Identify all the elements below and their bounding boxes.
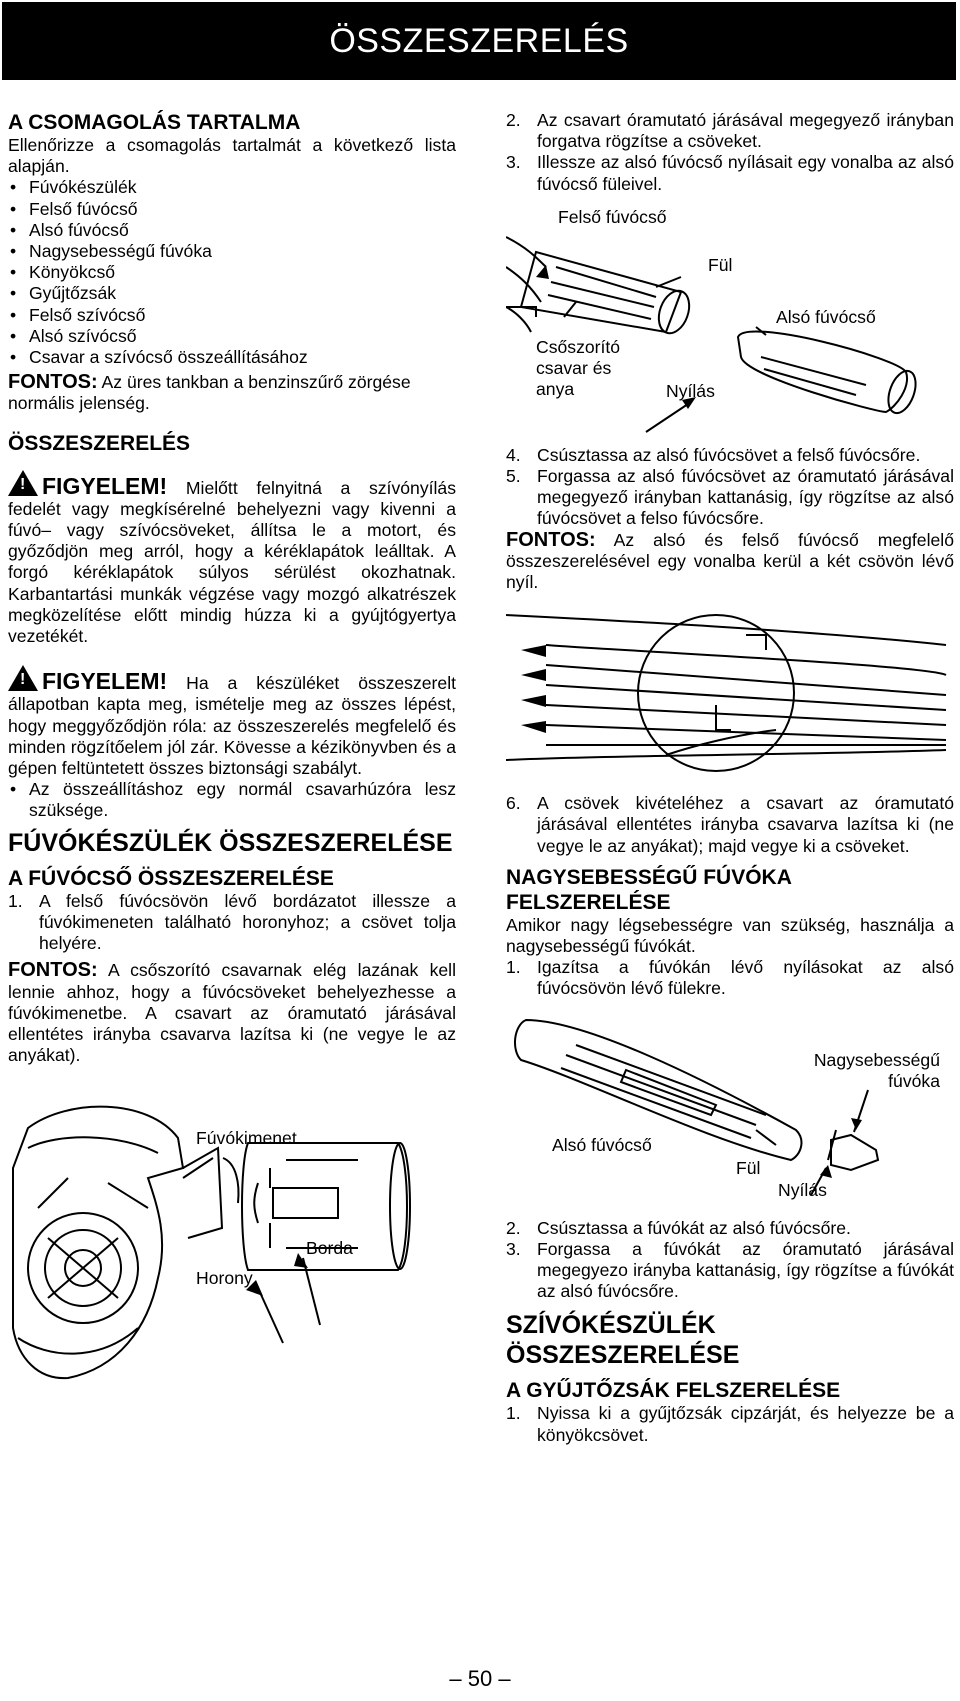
step-text: Illessze az alsó fúvócső nyílásait egy vonalba az alsó fúvócső füleivel. xyxy=(537,152,954,194)
vacuum-assembly-heading: SZÍVÓKÉSZÜLÉK ÖSSZESZERELÉSE xyxy=(506,1311,740,1370)
package-intro: Ellenőrizze a csomagolás tartalmát a következő lista alapján. xyxy=(8,135,456,177)
left-column xyxy=(8,110,456,1388)
warning-text: Ha a készüléket összeszerelt állapotban kapta meg, ismételje meg az összes lépést, hogy meggyőződjön róla: az összeszerelés megfelelő és minden rögzítőelem jól zár. Kövesse a kézikönyvben és a gépen feltüntetett összes biztonsági szabályt. xyxy=(8,673,456,779)
list-item: • Felső szívócső xyxy=(8,305,456,326)
step-number: 1. xyxy=(506,1403,521,1424)
bag-step-1 xyxy=(506,1403,954,1445)
figure-arrow-alignment xyxy=(506,605,954,781)
step-5 xyxy=(506,466,954,530)
page-number: – 50 – xyxy=(449,1666,511,1691)
step-text: Forgassa az alsó fúvócsövet az óramutató járásával megegyező irányban kattanásig, így rögzítse az alsó fúvócsövet a felso fúvócsőre. xyxy=(537,466,954,529)
blower-assembly-heading: FÚVÓKÉSZÜLÉK ÖSSZESZERELÉSE xyxy=(8,828,453,857)
list-item: • Csavar a szívócső összeállításához xyxy=(8,347,456,368)
step-1 xyxy=(8,891,456,955)
warning-2 xyxy=(8,665,456,779)
step-text: Csúsztassa az alsó fúvócsövet a felső fúvócsőre. xyxy=(537,444,921,465)
figure-blower-outlet xyxy=(8,1088,456,1388)
assembly-heading: ÖSSZESZERELÉS xyxy=(8,431,191,455)
step-text: Forgassa a fúvókát az óramutató járásával megegyezo irányba kattanásig, így rögzítse a fúvókát az alsó fúvócsőre. xyxy=(537,1238,954,1302)
tab-label: Fül xyxy=(736,1157,761,1178)
upper-tube-label: Felső fúvócső xyxy=(558,206,667,227)
step-number: 3. xyxy=(506,1238,521,1259)
list-item: • Alsó fúvócső xyxy=(8,220,456,241)
clamp-label: Csőszorító csavar és anya xyxy=(536,336,621,399)
warning-1 xyxy=(8,470,456,648)
list-item: • Felső fúvócső xyxy=(8,199,456,220)
fontos-label: FONTOS: xyxy=(506,528,596,551)
step-number: 5. xyxy=(506,466,521,487)
nozzle-step-1 xyxy=(506,957,954,999)
list-item: • Az összeállításhoz egy normál csavarhúzóra lesz szüksége. xyxy=(8,779,456,821)
list-item: • Nagysebességű fúvóka xyxy=(8,241,456,262)
list-item: • Könyökcső xyxy=(8,262,456,283)
arrow-alignment-illustration xyxy=(506,605,954,781)
fontos-note-3 xyxy=(506,530,954,594)
step-number: 3. xyxy=(506,152,521,173)
warning-icon: ! xyxy=(8,665,38,691)
nozzle-label: Nagysebességű fúvóka xyxy=(813,1049,940,1091)
step-number: 6. xyxy=(506,793,521,814)
step-text: A csövek kivételéhez a csavart az óramutató járásával ellentétes irányba csavarva lazítsa ki (ne vegye le az anyákat); majd vegye ki a csöveket. xyxy=(537,793,954,856)
nozzle-step-2 xyxy=(506,1218,954,1239)
package-contents-heading: A CSOMAGOLÁS TARTALMA xyxy=(8,111,301,134)
step-number: 2. xyxy=(506,1217,521,1238)
step-text: Nyissa ki a gyűjtőzsák cipzárját, és helyezze be a könyökcsövet. xyxy=(537,1403,954,1445)
step-number: 4. xyxy=(506,444,521,465)
fontos-text: Az alsó és felső fúvócső megfelelő összeszerelésével egy vonalba kerül a két csövön lévő nyíl. xyxy=(506,529,954,593)
outlet-label: Fúvókimenet xyxy=(196,1128,297,1149)
nozzle-illustration xyxy=(506,1010,954,1212)
lower-tube-label: Alsó fúvócső xyxy=(776,306,876,327)
tube-assembly-heading: A FÚVÓCSŐ ÖSSZESZERELÉSE xyxy=(8,866,334,890)
list-item: • Gyűjtőzsák xyxy=(8,283,456,304)
nozzle-step-3 xyxy=(506,1239,954,1303)
warning-icon: ! xyxy=(8,470,38,496)
groove-label: Horony xyxy=(196,1268,253,1289)
step-text: Igazítsa a fúvókán lévő nyílásokat az alsó fúvócsövön lévő fülekre. xyxy=(537,957,954,999)
step-6 xyxy=(506,793,954,857)
right-column xyxy=(506,110,954,1446)
fontos-text: A csőszorító csavarnak elég lazának kell lennie ahhoz, hogy a fúvócsöveket behelyezhesse a fúvókimenetbe. A csavart az óramutató járásával ellentétes irányba csavarva lazítsa ki (ne vegye le az anyákat). xyxy=(8,960,456,1066)
fontos-text: Az üres tankban a benzinszűrő zörgése normális jelenség. xyxy=(8,372,411,414)
fontos-note-1 xyxy=(8,372,456,414)
list-item: • Fúvókészülék xyxy=(8,177,456,198)
nozzle-intro: Amikor nagy légsebességre van szükség, használja a nagysebességű fúvókát. xyxy=(506,914,954,957)
page-title-banner xyxy=(2,2,956,80)
slot-label: Nyílás xyxy=(778,1179,827,1200)
fontos-label: FONTOS: xyxy=(8,371,98,394)
page-title: ÖSSZESZERELÉS xyxy=(329,21,629,60)
list-item: • Alsó szívócső xyxy=(8,326,456,347)
step-4 xyxy=(506,445,954,466)
warning-label: FIGYELEM! xyxy=(42,668,168,695)
bag-heading: A GYŰJTŐZSÁK FELSZERELÉSE xyxy=(506,1379,841,1403)
figure-tube-assembly xyxy=(506,207,954,433)
tab-label: Fül xyxy=(708,254,733,275)
lower-tube-label: Alsó fúvócső xyxy=(552,1134,652,1155)
package-items-list xyxy=(8,177,456,368)
step-text: Az csavart óramutató járásával megegyező irányban forgatva rögzítse a csöveket. xyxy=(537,110,954,152)
tools-list xyxy=(8,779,456,821)
warning-text: Mielőtt felnyitná a szívónyílás fedelét vagy megkísérelné behelyezni vagy kivenni a fúvó– vagy szívócsöveket, állítsa le a motort, és győződjön meg arról, hogy a kéréklapátok leálltak. A forgó kéréklapátok súlyos sérülést okozhatnak. Karbantartási munkák végzése vagy mozgó alkatrészek megközelítése előtt mindig húzza ki a gyújtógyertya vezetékét. xyxy=(8,477,456,647)
fontos-label: FONTOS: xyxy=(8,959,98,982)
step-text: A felső fúvócsövön lévő bordázatot illessze a fúvókimeneten található horonyhoz; a csövet tolja helyére. xyxy=(39,890,456,954)
rib-label: Borda xyxy=(306,1238,353,1259)
figure-nozzle xyxy=(506,1010,954,1212)
step-number: 1. xyxy=(8,890,23,911)
nozzle-heading: NAGYSEBESSÉGŰ FÚVÓKA FELSZERELÉSE xyxy=(506,865,792,914)
warning-label: FIGYELEM! xyxy=(42,472,168,499)
step-number: 1. xyxy=(506,957,521,978)
step-2 xyxy=(506,110,954,152)
fontos-note-2 xyxy=(8,960,456,1066)
step-text: Csúsztassa a fúvókát az alsó fúvócsőre. xyxy=(537,1217,851,1238)
step-number: 2. xyxy=(506,110,521,130)
slot-label: Nyílás xyxy=(666,380,715,401)
step-3 xyxy=(506,152,954,194)
